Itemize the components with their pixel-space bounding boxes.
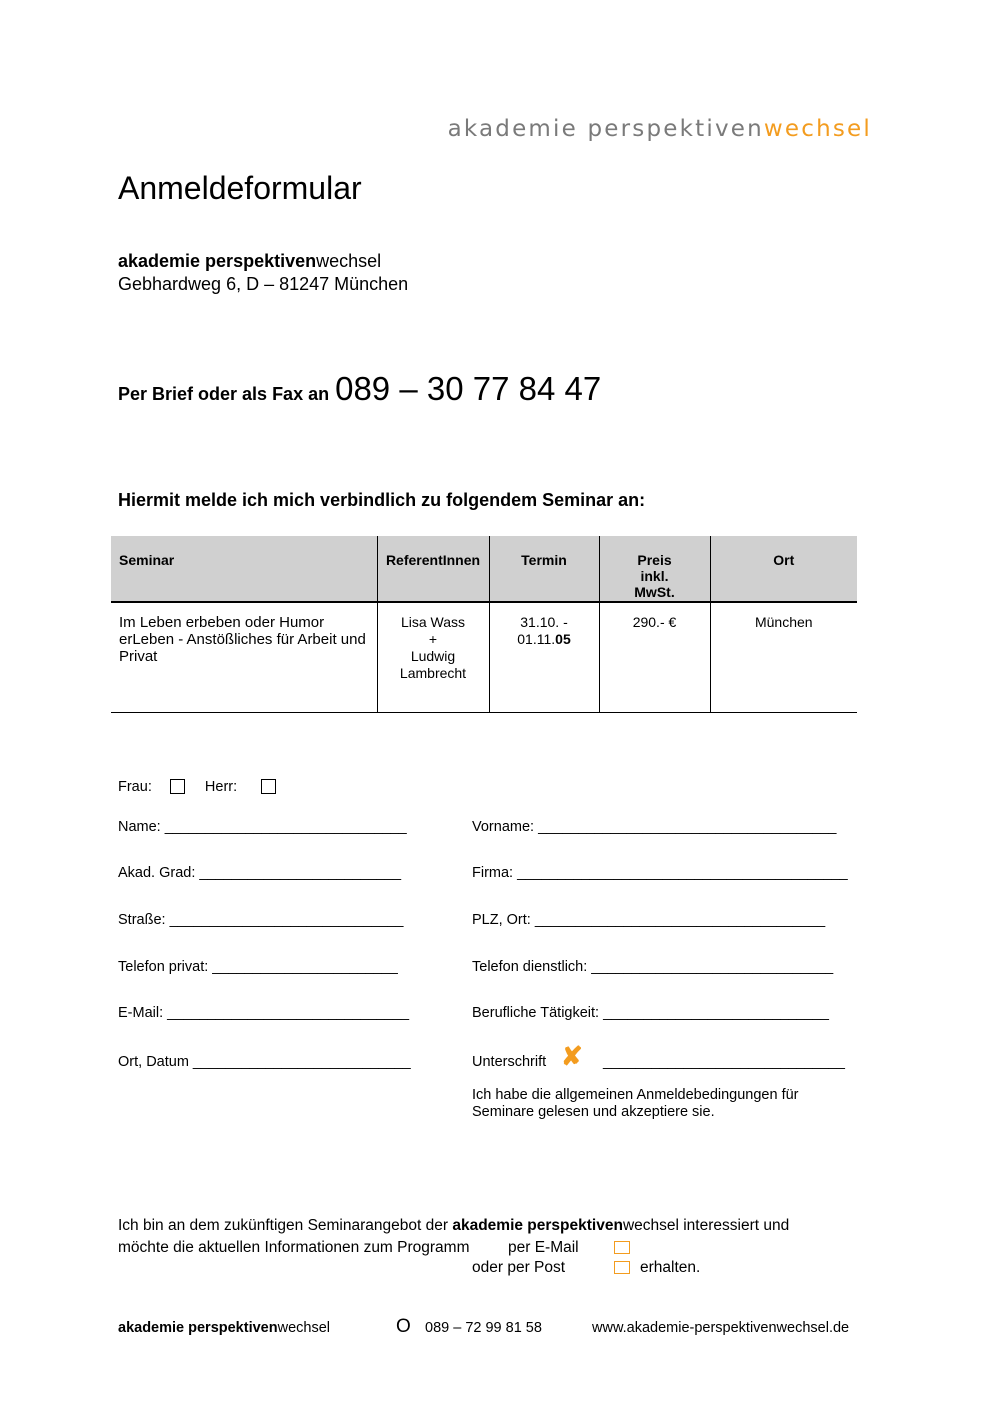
header-referentinnen: ReferentInnen — [377, 536, 489, 602]
table-header-row — [111, 536, 857, 602]
fax-label: Per Brief oder als Fax an — [118, 384, 330, 404]
name-field[interactable]: Name: ______________________________ — [118, 819, 407, 835]
info-text-b: wechsel interessiert und — [622, 1217, 790, 1234]
unterschrift-field[interactable]: ______________________________ — [603, 1054, 845, 1070]
termin-end-date: 01.11. — [517, 631, 556, 647]
footer-website[interactable]: www.akademie-perspektivenwechsel.de — [592, 1320, 850, 1336]
referent-2: Ludwig Lambrecht — [399, 648, 467, 681]
address-street: Gebhardweg 6, D – 81247 München — [118, 274, 409, 294]
info-line-2: möchte die aktuellen Informationen zum Programm — [118, 1239, 470, 1256]
cell-referentinnen — [377, 602, 489, 712]
page-title: Anmeldeformular — [118, 170, 362, 206]
address-name-rest: wechsel — [316, 251, 382, 271]
footer-brand — [118, 1320, 330, 1336]
header-termin: Termin — [489, 536, 599, 602]
plz-ort-field[interactable]: PLZ, Ort: ____________________________________ — [472, 912, 826, 928]
ort-datum-field[interactable]: Ort, Datum ___________________________ — [118, 1054, 411, 1070]
strasse-field[interactable]: Straße: _____________________________ — [118, 912, 404, 928]
cell-termin — [489, 602, 599, 712]
info-line-1 — [118, 1217, 789, 1235]
section-heading: Hiermit melde ich mich verbindlich zu folgendem Seminar an: — [118, 490, 646, 510]
taetigkeit-field[interactable]: Berufliche Tätigkeit: ____________________________ — [472, 1005, 829, 1021]
seminar-table — [111, 536, 857, 713]
akad-grad-field[interactable]: Akad. Grad: _________________________ — [118, 865, 402, 881]
vorname-field[interactable]: Vorname: _____________________________________ — [472, 819, 837, 835]
cell-ort: München — [710, 602, 857, 712]
terms-note: Ich habe die allgemeinen Anmeldebedingungen für Seminare gelesen und akzeptiere sie. — [472, 1087, 799, 1120]
email-option-checkbox[interactable] — [614, 1241, 630, 1254]
frau-checkbox[interactable] — [170, 779, 185, 794]
table-row — [111, 602, 857, 712]
cell-seminar: Im Leben erbeben oder Humor erLeben - Anstößliches für Arbeit und Privat — [111, 602, 377, 712]
termin-end-year: 05 — [555, 631, 571, 647]
telefon-dienstlich-field[interactable]: Telefon dienstlich: ______________________________ — [472, 959, 834, 975]
salutation-row — [118, 779, 276, 795]
referent-1: Lisa Wass — [400, 614, 466, 630]
footer-brand-bold: akademie perspektiven — [118, 1320, 278, 1336]
post-option-checkbox[interactable] — [614, 1261, 630, 1274]
header-ort: Ort — [710, 536, 857, 602]
frau-label: Frau: — [118, 779, 152, 795]
header-preis: Preis inkl. MwSt. — [599, 536, 710, 602]
logo-prefix: akademie perspektiven — [447, 116, 764, 142]
logo-accent: wechsel — [763, 116, 872, 142]
address-block — [118, 250, 408, 296]
brand-logo — [448, 116, 872, 142]
option-email-label: per E-Mail — [508, 1239, 579, 1256]
info-brand-bold: akademie perspektiven — [452, 1217, 623, 1234]
info-text-a: Ich bin an dem zukünftigen Seminarangebot der — [118, 1217, 449, 1234]
herr-checkbox[interactable] — [261, 779, 276, 794]
herr-label: Herr: — [204, 779, 238, 795]
termin-end — [491, 631, 598, 648]
address-name-bold: akademie perspektiven — [118, 251, 317, 271]
referent-plus: + — [428, 631, 438, 647]
x-mark-icon: ✘ — [561, 1041, 583, 1071]
footer-brand-rest: wechsel — [277, 1320, 330, 1336]
phone-icon: O — [396, 1316, 411, 1337]
erhalten-label: erhalten. — [640, 1259, 701, 1276]
unterschrift-label: Unterschrift — [472, 1054, 547, 1070]
cell-preis: 290.- € — [599, 602, 710, 712]
telefon-privat-field[interactable]: Telefon privat: _______________________ — [118, 959, 398, 975]
option-post-label: oder per Post — [472, 1259, 566, 1276]
fax-line — [118, 370, 601, 408]
header-seminar: Seminar — [111, 536, 377, 602]
fax-number: 089 – 30 77 84 47 — [335, 370, 602, 407]
firma-field[interactable]: Firma: _________________________________________ — [472, 865, 848, 881]
termin-start: 31.10. - — [520, 614, 568, 630]
footer-phone: 089 – 72 99 81 58 — [425, 1320, 542, 1336]
email-field[interactable]: E-Mail: ______________________________ — [118, 1005, 410, 1021]
